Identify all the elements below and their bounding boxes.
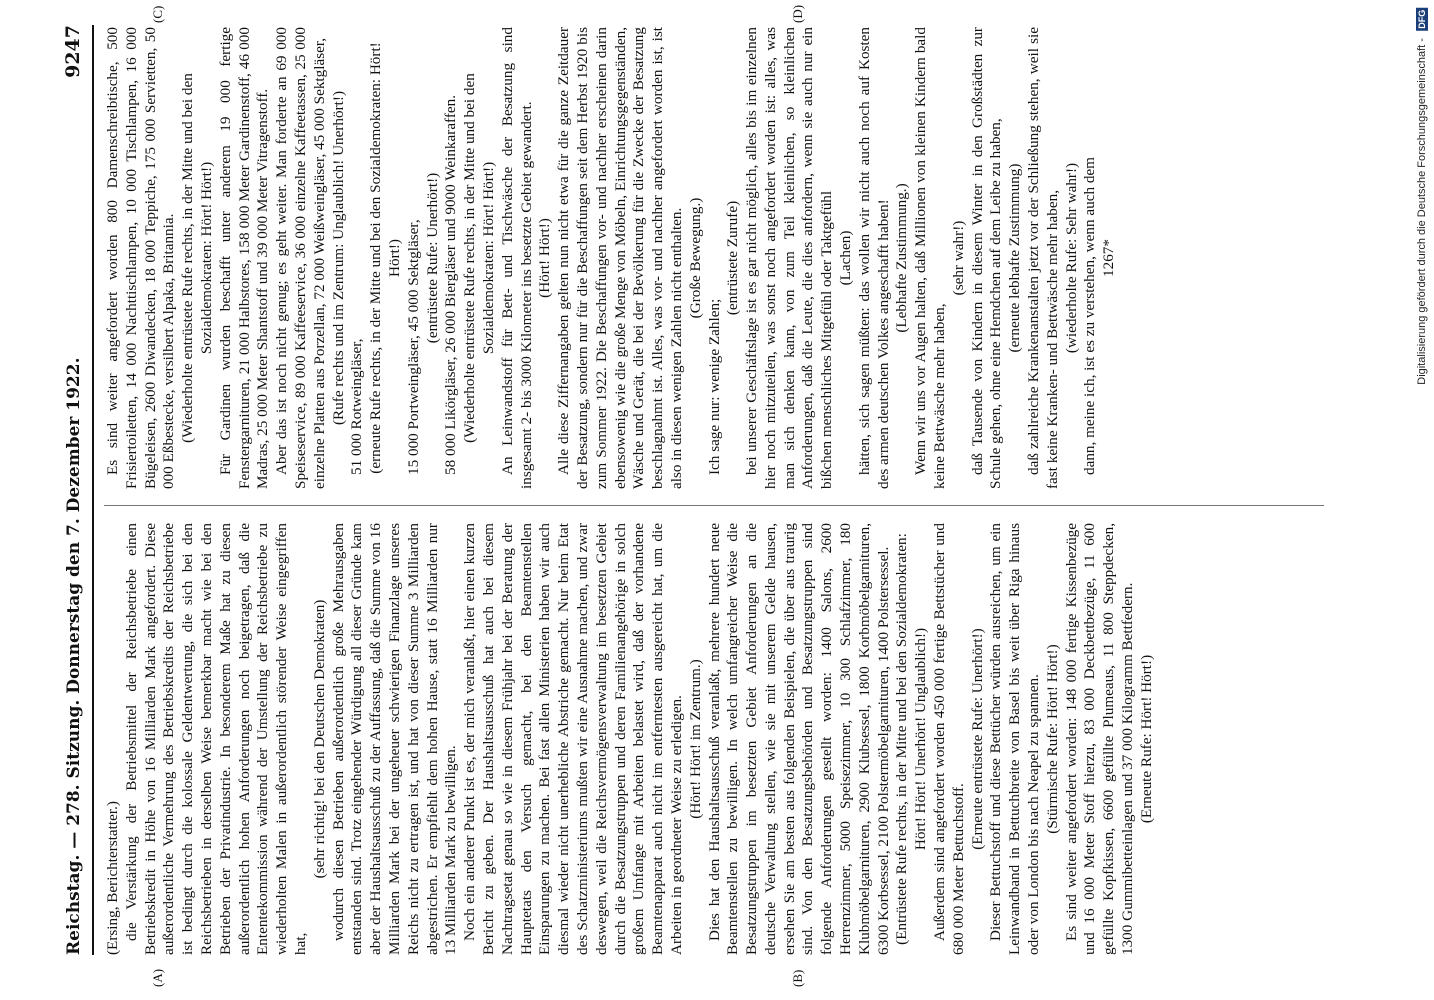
interjection: (Lachen): [837, 230, 855, 286]
paragraph: Wenn wir uns vor Augen halten, daß Millionen von kleinen Kindern bald keine Bettwäsche mehr haben,: [912, 27, 949, 489]
interjection: (Hört! Hört!): [536, 218, 554, 298]
interjection: (entrüstete Rufe: Unerhört!): [423, 172, 441, 344]
paragraph: Dies hat den Haushaltsausschuß veranlaßt, mehrere hundert neue Beamtenstellen zu bewilligen. In welch umfangreicher Weise die Besatzungstruppen im besetzten Gebiet Anforderungen an die deutsche Verwaltung stellen, wie sie mit unserem Gelde hausen, ersehen Sie am besten aus folgenden Beispielen, die über aus traurig sind. Von den Besatzungsbehörden und Besatzungstruppen sind folgende Anforderungen gestellt worden: 1400 Salons, 2600 Herrenzimmer, 5000 Speisezimmer, 10 300 Schlafzimmer, 180 Klubmöbelgarnituren, 2900 Klubsessel, 1800 Korbmöbelgarnituren, 6300 Korbsessel, 2100 Polstermöbelgarnituren, 1400 Polstersessel.: [705, 523, 892, 955]
paragraph: Dieser Bettuchstoff und diese Bettücher würden ausreichen, um ein Leinwandband in Bettuchbreite von Basel bis weit über Riga hinaus oder von London bis nach Neapel zu spannen.: [987, 523, 1043, 955]
paragraph: Alle diese Ziffernangaben gelten nun nicht etwa für die ganze Zeitdauer der Besatzung, sondern nur für die Beschaffungen seit dem Herbst 1920 bis zum Sommer 1922. Die Beschaffungen vor- und nachher erscheinen darin ebensowenig wie die große Menge von Möbeln, Einrichtungsgegenständen, Wäsche und Gerät, die bei der Bevölkerung für die Zwecke der Besatzung beschlagnahmt ist. Alles, was vor- und nachher angefordert worden ist, ist also in diesen wenigen Zahlen nicht enthalten.: [555, 27, 685, 489]
column-divider: [104, 505, 1324, 506]
signature-mark: 1267*: [1100, 239, 1118, 277]
interjection: (Erneute entrüstete Rufe: Unerhört!): [968, 628, 986, 850]
paragraph: 15 000 Portweingläser, 45 000 Sektgläser,: [404, 219, 422, 475]
credit-text: Digitalisierung gefördert durch die Deutsche Forschungsgemeinschaft -: [1416, 38, 1428, 385]
interjection: (sehr wahr!): [949, 220, 967, 296]
interjection: (erneute lebhafte Zustimmung): [1006, 163, 1024, 353]
interjection: (Wiederholte entrüstete Rufe rechts, in der Mitte und bei den Sozialdemokraten: Hört! Hört!): [179, 73, 215, 443]
paragraph: bei unserer Geschäftslage ist es gar nicht möglich, alles bis im einzelnen hier noch mitzuteilen, was sonst noch angefordert worden ist: alles, was man sich denken kann, von zum Teil kleinlichen, so kleinlichen Anforderungen, daß die Leute, die dies anfordern, wenn sie auch nur ein bißchen menschliches Mitgefühl oder Taktgefühl: [743, 27, 836, 489]
interjection: (wiederholte Rufe: Sehr wahr!): [1062, 162, 1080, 354]
interjection: (Stürmische Rufe: Hört! Hört!): [1043, 644, 1061, 834]
interjection: (erneute Rufe rechts, in der Mitte und bei den Sozialdemokraten: Hört! Hört!): [367, 42, 403, 474]
paragraph: Ich sage nur: wenige Zahlen;: [705, 298, 723, 475]
margin-mark-c: (C): [150, 5, 165, 23]
interjection: (Rufe rechts und im Zentrum: Unglaublich! Unerhört!): [329, 90, 347, 426]
paragraph: Es sind weiter angefordert worden 800 Damenschreibtische, 500 Frisiertoiletten, 14 000 Nachttischlampen, 10 000 Tischlampen, 16 000 Bügeleisen, 2600 Diwandecken, 18 000 Teppiche, 175 000 Servietten, 50 000 Eßbestecke, versilbert Alpaka, Britannia.: [104, 27, 178, 489]
paragraph: dann, meine ich, ist es zu verstehen, wenn auch dem: [1081, 157, 1099, 475]
interjection: (sehr richtig! bei den Deutschen Demokraten): [310, 599, 328, 879]
paragraph: Für Gardinen wurden beschafft unter anderem 19 000 fertige Fenstergarnituren, 21 000 Halbstores, 158 000 Meter Gardinenstoff, 46 000 Madras, 25 000 Meter Shantstoff und 39 000 Meter Vitragenstoff.: [216, 27, 272, 489]
paragraph: daß Tausende von Kindern in diesem Winter in den Großstädten zur Schule gehen, ohne eine Hemdchen auf dem Leibe zu haben,: [968, 27, 1005, 489]
margin-mark-d: (D): [790, 4, 805, 23]
paragraph: daß zahlreiche Krankenanstalten jetzt vor der Schließung stehen, weil sie fast keine Kranken- und Bettwäsche mehr haben,: [1025, 27, 1061, 489]
digitization-credit: [1416, 8, 1428, 385]
paragraph: 51 000 Rotweingläser,: [348, 338, 366, 475]
interjection: (Entrüstete Rufe rechts, in der Mitte und bei den Sozialdemokraten: Hört! Hört! Unerhört! Unglaublich!): [893, 533, 930, 945]
margin-mark-b: (B): [790, 969, 805, 987]
dfg-logo: DFG: [1417, 10, 1427, 29]
paragraph: 58 000 Likörgläser, 26 000 Biergläser und 9000 Weinkaraffen.: [442, 94, 460, 475]
interjection: (Lebhafte Zustimmung.): [893, 183, 911, 333]
paragraph: Noch ein anderer Punkt ist es, der mich veranlaßt, hier einen kurzen Bericht zu geben. Der Haushaltsausschuß hat auch bei diesem Nachtragsetat genau so wie in diesem Frühjahr bei der Beratung der Hauptetats den Versuch gemacht, bei den Beamtenstellen Einsparungen zu machen. Bei fast allen Ministerien haben wir auch diesmal wieder nicht unerhebliche Abstriche gemacht. Nur beim Etat des Schatzministeriums mußten wir eine Ausnahme machen, und zwar deswegen, weil die Reichsvermögensverwaltung im besetzten Gebiet durch die Besatzungstruppen und deren Familienangehörige in solch großem Umfange mit Arbeiten belastet wird, daß der vorhandene Beamtenapparat auch nicht im entferntesten ausgereicht hat, um die Arbeiten in geordneter Weise zu erledigen.: [461, 523, 685, 955]
paragraph: (Ersing, Berichterstatter.): [104, 801, 121, 955]
margin-mark-a: (A): [150, 968, 165, 987]
page-number: 9247: [62, 25, 84, 78]
paragraph: wodurch diesen Betrieben außerordentlich große Mehrausgaben entstanden sind. Trotz eingehender Würdigung all dieser Gründe kam aber der Haushaltsausschuß zu der Auffassung, daß die Summe von 16 Milliarden Mark bei der ungeheuer schwierigen Finanzlage unseres Reichs nicht zu ertragen ist, und hat von dieser Summe 3 Milliarden abgestrichen. Er empfiehlt dem hohen Hause, statt 16 Milliarden nur 13 Milliarden Mark zu bewilligen.: [329, 523, 460, 955]
paragraph: hätten, sich sagen müßten: das wollen wir nicht auch noch auf Kosten des armen deutschen Volkes angeschafft haben!: [855, 27, 892, 489]
paragraph: Aber das ist noch nicht genug; es geht weiter. Man forderte an 69 000 Speiseservice, 89 000 Kaffeeservice, 36 000 einzelne Kaffeetassen, 25 000 einzelne Platten aus Porzellan, 72 000 Weißweingläser, 45 000 Sektgläser,: [273, 27, 328, 489]
interjection: (Große Bewegung.): [686, 197, 704, 319]
paragraph: Außerdem sind angefordert worden 450 000 fertige Bettstücher und 680 000 Meter Bettuchstoff.: [931, 523, 967, 955]
interjection: (entrüstete Zurufe): [724, 200, 742, 316]
interjection: (Erneute Rufe: Hört! Hört!): [1137, 654, 1155, 824]
text-column-left: [104, 523, 1324, 955]
paragraph: die Verstärkung der Betriebsmittel der Reichsbetriebe einen Betriebskredit in Höhe von 16 Milliarden Mark angefordert. Diese außerordentliche Vermehrung des Betriebskredits der Reichsbetriebe ist bedingt durch die kolossale Geldentwertung, die sich bei den Reichsbetrieben in derselben Weise bemerkbar macht wie bei den Betrieben der Privatindustrie. In besonderem Maße hat zu diesen außerordentlich hohen Anforderungen noch beigetragen, daß die Ententekommission während der Umstellung der Reichsbetriebe zu wiederholten Malen in außerordentlich störender Weise eingegriffen hat,: [122, 523, 309, 955]
interjection: (Wiederholte entrüstete Rufe rechts, in der Mitte und bei den Sozialdemokraten: Hört! Hört!): [461, 73, 497, 443]
text-column-right: [104, 27, 1324, 489]
paragraph: Es sind weiter angefordert worden: 148 000 fertige Kissenbezüge und 16 000 Meter Stoff hierzu, 83 000 Deckbettbezüge, 11 600 gefüllte Kopfkissen, 6600 gefüllte Plumeaus, 11 800 Steppdecken, 1300 Gummibetteinlagen und 37 000 Kilogramm Bettfedern.: [1062, 523, 1137, 955]
rotated-document-page: [30, 5, 1370, 995]
page-header: [58, 25, 94, 955]
interjection: (Hört! Hört! im Zentrum.): [686, 659, 704, 819]
paragraph: An Leinwandstoff für Bett- und Tischwäsche der Besatzung sind insgesamt 2- bis 3000 Kilometer ins besetzte Gebiet gewandert.: [498, 27, 535, 489]
header-title: Reichstag. — 278. Sitzung. Donnerstag den 7. Dezember 1922.: [64, 357, 84, 955]
